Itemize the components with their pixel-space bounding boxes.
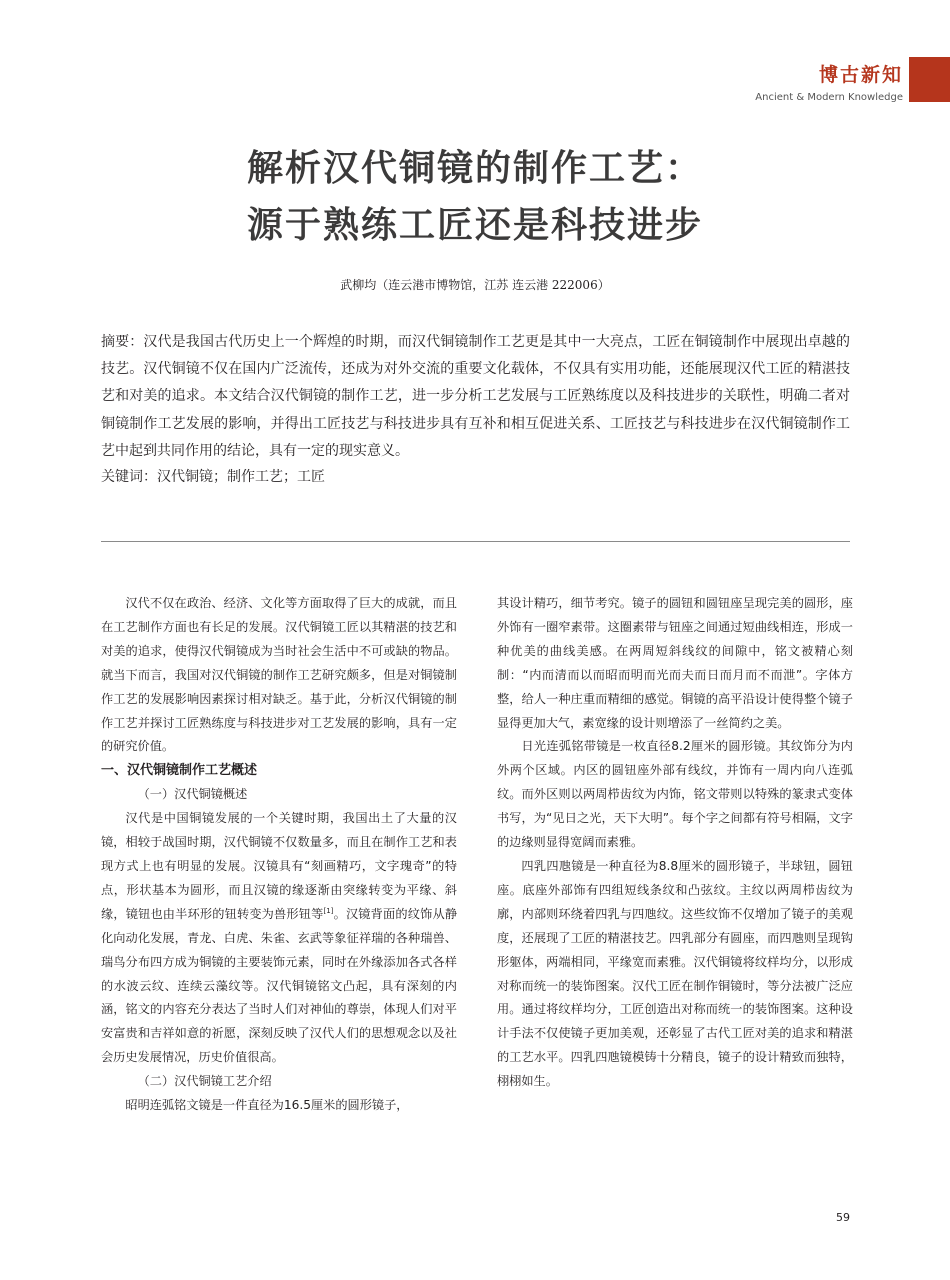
craft-paragraph-continued: 其设计精巧，细节考究。镜子的圆钮和圆钮座呈现完美的圆形，座外饰有一圈窄素带。这圈素带与钮座之间通过短曲线相连，形成一种优美的曲线美感。在两周短斜线纹的间隙中，铭文被精心刻制：“内而清而以而昭而明而光而夫而日而月而不而泄”。字体方整，给人一种庄重而精细的感觉。铜镜的高平沿设计使得整个镜子显得更加大气，素宽缘的设计则增添了一丝简约之美。 xyxy=(497,596,853,730)
page-number: 59 xyxy=(836,1211,850,1224)
section-heading: 一、汉代铜镜制作工艺概述 xyxy=(101,763,258,779)
column-brand-title: 博古新知 xyxy=(818,64,903,86)
overview-text-a: 汉代是中国铜镜发展的一个关键时期，我国出土了大量的汉镜，相较于战国时期，汉代铜镜不仅数量多，而且在制作工艺和表现方式上也有明显的发展。汉镜具有“刻画精巧，文字瑰奇”的特点，形状基本为圆形，而且汉镜的缘逐渐由突缘转变为平缘、斜缘，镜钮也由半环形的钮转变为兽形钮等 xyxy=(101,811,457,921)
siru-mirror-paragraph: 四乳四虺镜是一种直径为8.8厘米的圆形镜子，半球钮，圆钮座。底座外部饰有四组短线条纹和凸弦纹。主纹以两周栉齿纹为廓，内部则环绕着四乳与四虺纹。这些纹饰不仅增加了镜子的美观度，还展现了工匠的精湛技艺。四乳部分有圆座，而四虺则呈现钩形躯体，两端相同，平缘宽而素雅。汉代铜镜将纹样均分，以形成对称而统一的装饰图案。汉代工匠在制作铜镜时，等分法被广泛应用。通过将纹样均分，工匠创造出对称而统一的装饰图案。这种设计手法不仅使镜子更加美观，还彰显了古代工匠对美的追求和精湛的工艺水平。四乳四虺镜模铸十分精良，镜子的设计精致而独特，栩栩如生。 xyxy=(497,858,853,1089)
body-column-left xyxy=(101,592,457,1118)
abstract: 摘要：汉代是我国古代历史上一个辉煌的时期，而汉代铜镜制作工艺更是其中一大亮点，工匠在铜镜制作中展现出卓越的技艺。汉代铜镜不仅在国内广泛流传，还成为对外交流的重要文化载体，不仅具有实用功能，还能展现汉代工匠的精湛技艺和对美的追求。本文结合汉代铜镜的制作工艺，进一步分析工艺发展与工匠熟练度以及科技进步的关联性，明确二者对铜镜制作工艺发展的影响，并得出工匠技艺与科技进步具有互补和相互促进关系、工匠技艺与科技进步在汉代铜镜制作工艺中起到共同作用的结论，具有一定的现实意义。 xyxy=(101,334,850,459)
overview-paragraph xyxy=(101,807,457,1070)
article-title-line2: 源于熟练工匠还是科技进步 xyxy=(246,204,703,246)
article-title-line1: 解析汉代铜镜的制作工艺： xyxy=(246,147,703,189)
subsection-heading: （一）汉代铜镜概述 xyxy=(137,787,248,802)
craft-paragraph-start: 昭明连弧铭文镜是一件直径为16.5厘米的圆形镜子， xyxy=(125,1098,409,1113)
body-column-right xyxy=(497,592,853,1094)
riguang-mirror-paragraph: 日光连弧铭带镜是一枚直径8.2厘米的圆形镜。其纹饰分为内外两个区域。内区的圆钮座外部有线纹，并饰有一周内向八连弧纹。而外区则以两周栉齿纹为内饰，铭文带则以特殊的篆隶式变体书写，为“见日之光，天下大明”。每个字之间都有符号相隔，文字的边缘则显得宽阔而素雅。 xyxy=(497,739,853,850)
section-divider xyxy=(101,541,850,542)
author-affiliation: 武柳均（连云港市博物馆，江苏 连云港 222006） xyxy=(340,278,610,292)
citation-ref: [1] xyxy=(323,906,334,915)
subsection-heading: （二）汉代铜镜工艺介绍 xyxy=(137,1074,272,1089)
header-accent-block xyxy=(909,57,950,102)
column-brand-subtitle: Ancient & Modern Knowledge xyxy=(755,92,903,103)
overview-text-b: 。汉镜背面的纹饰从静化向动化发展，青龙、白虎、朱雀、玄武等象征祥瑞的各种瑞兽、瑞鸟分布四方成为铜镜的主要装饰元素，同时在外缘添加各式各样的水波云纹、连续云藻纹等。汉代铜镜铭文凸起，具有深刻的内涵，铭文的内容充分表达了当时人们对神仙的尊崇，体现人们对平安富贵和吉祥如意的祈愿，深刻反映了汉代人们的思想观念以及社会历史发展情况，历史价值很高。 xyxy=(101,906,458,1065)
intro-paragraph: 汉代不仅在政治、经济、文化等方面取得了巨大的成就，而且在工艺制作方面也有长足的发展。汉代铜镜工匠以其精湛的技艺和对美的追求，使得汉代铜镜成为当时社会生活中不可或缺的物品。就当下而言，我国对汉代铜镜的制作工艺研究颇多，但是对铜镜制作工艺的发展影响因素探讨相对缺乏。基于此，分析汉代铜镜的制作工艺并探讨工匠熟练度与科技进步对工艺发展的影响，具有一定的研究价值。 xyxy=(101,596,457,754)
keywords: 关键词：汉代铜镜；制作工艺；工匠 xyxy=(101,469,325,485)
